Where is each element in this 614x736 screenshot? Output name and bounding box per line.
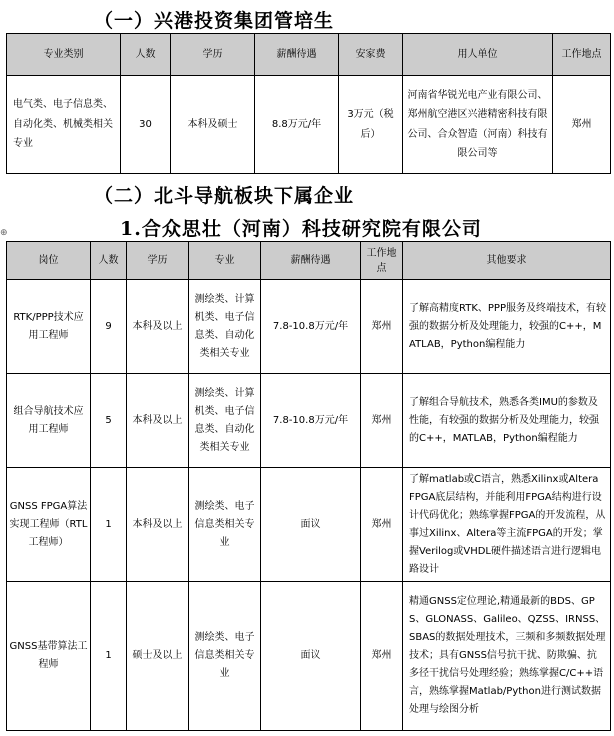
table-row	[7, 280, 611, 374]
header-count: 人数	[121, 34, 171, 76]
cell-position: GNSS FPGA算法实现工程师（RTL工程师）	[7, 468, 91, 582]
cell-location: 郑州	[361, 280, 403, 374]
table-row	[7, 582, 611, 731]
cell-major: 测绘类、电子信息类相关专业	[189, 582, 261, 731]
cell-major: 测绘类、计算机类、电子信息类、自动化类相关专业	[189, 280, 261, 374]
table-row	[7, 374, 611, 468]
header-education: 学历	[171, 34, 255, 76]
cell-pay: 8.8万元/年	[255, 76, 339, 174]
cell-settlement: 3万元（税后）	[339, 76, 403, 174]
cell-pay: 面议	[261, 468, 361, 582]
header-pay: 薪酬待遇	[261, 242, 361, 280]
cell-pay: 7.8-10.8万元/年	[261, 280, 361, 374]
cell-education: 本科及硕士	[171, 76, 255, 174]
cell-position: RTK/PPP技术应用工程师	[7, 280, 91, 374]
cell-count: 30	[121, 76, 171, 174]
cell-pay: 7.8-10.8万元/年	[261, 374, 361, 468]
cell-location: 郑州	[361, 582, 403, 731]
company-heading: 1.合众思壮（河南）科技研究院有限公司	[120, 218, 482, 240]
cell-major: 测绘类、计算机类、电子信息类、自动化类相关专业	[189, 374, 261, 468]
header-requirements: 其他要求	[403, 242, 611, 280]
cell-employer: 河南省华锐光电产业有限公司、郑州航空港区兴港精密科技有限公司、合众智造（河南）科技有限公司等	[403, 76, 553, 174]
header-major: 专业类别	[7, 34, 121, 76]
cell-count: 1	[91, 468, 127, 582]
header-settlement: 安家费	[339, 34, 403, 76]
header-employer: 用人单位	[403, 34, 553, 76]
table-row	[7, 468, 611, 582]
cell-major: 测绘类、电子信息类相关专业	[189, 468, 261, 582]
header-education: 学历	[127, 242, 189, 280]
cell-requirements: 精通GNSS定位理论,精通最新的BDS、GPS、GLONASS、Galileo、QZSS、IRNSS、SBAS的数据处理技术，三频和多频数据处理技术；具有GNSS信号抗干扰、防欺骗、抗多径干扰信号处理经验；熟练掌握C/C++语言，熟练掌握Matlab/Python进行测试数据处理与绘图分析	[403, 582, 611, 731]
table-move-handle-icon[interactable]: ⊕	[0, 228, 8, 238]
table-header-row	[7, 34, 611, 76]
cell-pay: 面议	[261, 582, 361, 731]
header-pay: 薪酬待遇	[255, 34, 339, 76]
cell-count: 1	[91, 582, 127, 731]
cell-location: 郑州	[553, 76, 611, 174]
header-count: 人数	[91, 242, 127, 280]
cell-location: 郑州	[361, 468, 403, 582]
header-location: 工作地点	[553, 34, 611, 76]
cell-position: 组合导航技术应用工程师	[7, 374, 91, 468]
cell-position: GNSS基带算法工程师	[7, 582, 91, 731]
cell-count: 5	[91, 374, 127, 468]
table-row	[7, 76, 611, 174]
cell-requirements: 了解组合导航技术，熟悉各类IMU的参数及性能，有较强的数据分析及处理能力，较强的C++，MATLAB，Python编程能力	[403, 374, 611, 468]
table-management-trainees	[6, 33, 611, 174]
cell-education: 本科及以上	[127, 280, 189, 374]
cell-education: 硕士及以上	[127, 582, 189, 731]
section1-heading: （一）兴港投资集团管培生	[94, 10, 335, 32]
header-location: 工作地点	[361, 242, 403, 280]
cell-major: 电气类、电子信息类、自动化类、机械类相关专业	[7, 76, 121, 174]
cell-requirements: 了解高精度RTK、PPP服务及终端技术，有较强的数据分析及处理能力，较强的C++，MATLAB，Python编程能力	[403, 280, 611, 374]
section2-heading: （二）北斗导航板块下属企业	[94, 185, 355, 207]
cell-requirements: 了解matlab或C语言，熟悉Xilinx或Altera FPGA底层结构，并能利用FPGA结构进行设计代码优化；熟练掌握FPGA的开发流程，从事过Xilinx、Altera等主流FPGA的开发；掌握Verilog或VHDL硬件描述语言进行逻辑电路设计	[403, 468, 611, 582]
cell-count: 9	[91, 280, 127, 374]
header-position: 岗位	[7, 242, 91, 280]
table-header-row	[7, 242, 611, 280]
table-positions	[6, 241, 611, 731]
cell-education: 本科及以上	[127, 468, 189, 582]
cell-location: 郑州	[361, 374, 403, 468]
header-major: 专业	[189, 242, 261, 280]
cell-education: 本科及以上	[127, 374, 189, 468]
